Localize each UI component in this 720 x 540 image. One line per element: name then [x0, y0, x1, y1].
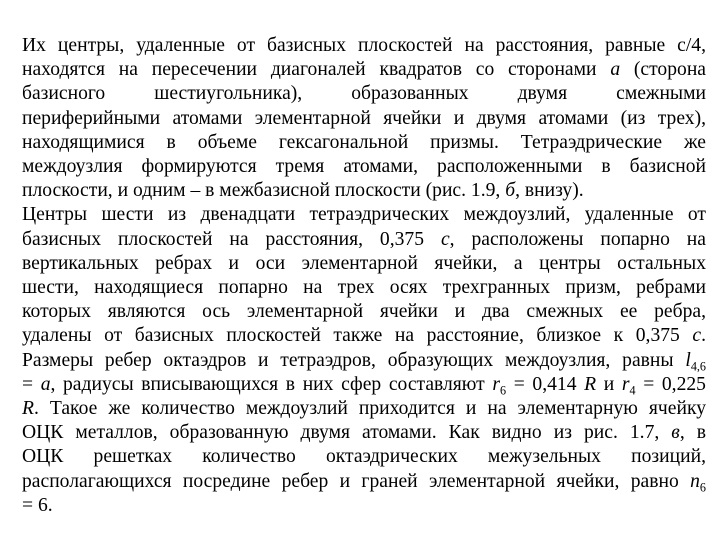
text-line: Размеры ребер октаэдров и тетраэдров, образующих междоузлия, равны $l_{4,6}$: [22, 349, 706, 373]
text-line: находятся на пересечении диагоналей квадратов со сторонами a (сторона: [22, 59, 707, 81]
text-line: плоскости, и одним – в межбазисной плоскости (рис. 1.9, б, внизу).: [22, 180, 584, 202]
text-line: базисного шестиугольника), образованных двумя смежными: [22, 83, 706, 105]
text-line: междоузлия формируются тремя атомами, расположенными в базисной: [22, 156, 706, 178]
text-line: ОЦК решетках количество октаэдрических межузельных позиций,: [22, 446, 706, 468]
text-line: Центры шести из двенадцати тетраэдрических междоузлий, удаленные от: [22, 204, 706, 226]
text-line: находящимися в объеме гексагональной призмы. Тетраэдрические же: [22, 131, 706, 153]
text-line: базисных плоскостей на расстояния, 0,375 c, расположены попарно на: [22, 228, 706, 250]
text-line: Их центры, удаленные от базисных плоскостей на расстояния, равные c/4,: [22, 35, 706, 56]
text-line: = a, радиусы вписывающихся в них сфер составляют $r_6 = 0,414$ R и $r_4 = 0,225$: [22, 373, 706, 398]
text-line: вертикальных ребрах и оси элементарной ячейки, а центры остальных: [22, 252, 706, 274]
text-line: располагающихся посредине ребер и граней элементарной ячейки, равно $n_6$: [22, 470, 706, 494]
text-line: периферийными атомами элементарной ячейки и двумя атомами (из трех),: [22, 107, 706, 129]
body-text: [22, 34, 706, 518]
text-line: которых являются ось элементарной ячейки и два смежных ее ребра,: [22, 301, 706, 323]
text-line: R. Такое же количество междоузлий приходится и на элементарную ячейку: [22, 398, 706, 420]
text-line: = 6.: [22, 494, 53, 516]
text-line: удалены от базисных плоскостей также на расстояние, близкое к 0,375 c.: [22, 325, 706, 347]
text-line: шести, находящиеся попарно на трех осях трехгранных призм, ребрами: [22, 277, 706, 299]
text-line: ОЦК металлов, образованную двумя атомами. Как видно из рис. 1.7, в, в: [22, 422, 706, 444]
